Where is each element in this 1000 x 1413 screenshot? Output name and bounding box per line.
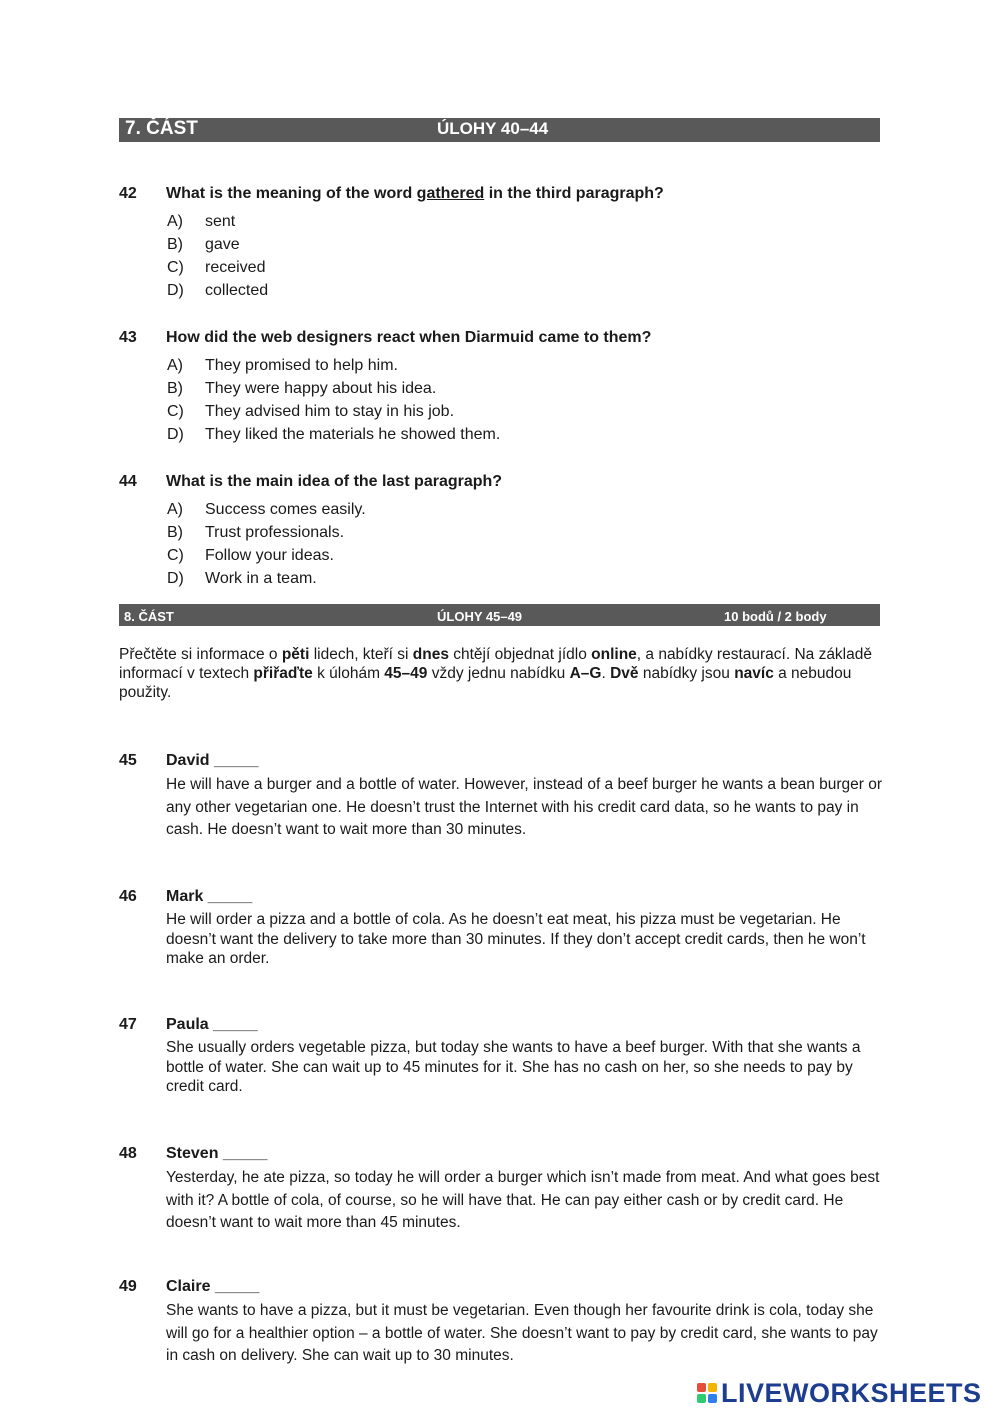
person-description: He will have a burger and a bottle of water. However, instead of a beef burger he wants a bean burger or any other vegetarian one. He doesn’t trust the Internet with his credit card data, so he wants to pay in cash. He doesn’t want to wait more than 30 minutes. bbox=[166, 776, 883, 838]
question-42 bbox=[119, 185, 880, 305]
underlined-word: gathered bbox=[416, 185, 485, 202]
section-8-tasks: ÚLOHY 45–49 bbox=[437, 609, 523, 624]
question-43 bbox=[119, 329, 880, 449]
section-8-part: 8. ČÁST bbox=[124, 609, 174, 624]
person-name-answer-blank[interactable]: Mark _____ bbox=[166, 888, 253, 905]
option-c[interactable]: C) They advised him to stay in his job. bbox=[167, 403, 455, 420]
question-44 bbox=[119, 473, 880, 593]
question-text: What is the main idea of the last paragraph? bbox=[166, 473, 503, 490]
person-description: She usually orders vegetable pizza, but today she wants to have a beef burger. With that she wants a bottle of water. She can wait up to 45 minutes for it. She has no cash on her, so she needs to pay by credit card. bbox=[166, 1039, 861, 1095]
question-number: 44 bbox=[119, 473, 137, 490]
section-7-tasks: ÚLOHY 40–44 bbox=[437, 119, 549, 138]
logo-wordmark: LIVEWORKSHEETS bbox=[721, 1377, 982, 1408]
question-text: How did the web designers react when Diarmuid came to them? bbox=[166, 329, 652, 346]
section-8-header bbox=[119, 604, 880, 626]
question-text: What is the meaning of the word gathered in the third paragraph? bbox=[166, 185, 664, 202]
person-name-answer-blank[interactable]: Claire _____ bbox=[166, 1278, 260, 1295]
person-48 bbox=[119, 1145, 889, 1235]
section-7-header bbox=[119, 118, 880, 142]
person-49 bbox=[119, 1278, 889, 1368]
logo-square bbox=[697, 1394, 706, 1403]
logo-badge-icon bbox=[697, 1383, 717, 1403]
task-number: 46 bbox=[119, 888, 137, 905]
task-number: 49 bbox=[119, 1278, 137, 1295]
person-47 bbox=[119, 1016, 889, 1097]
option-b[interactable]: B) Trust professionals. bbox=[167, 524, 345, 541]
person-45 bbox=[119, 752, 889, 842]
option-c[interactable]: C) received bbox=[167, 259, 266, 276]
logo-square bbox=[697, 1383, 706, 1392]
section-7-part: 7. ČÁST bbox=[125, 118, 198, 139]
logo-square bbox=[708, 1383, 717, 1392]
option-c[interactable]: C) Follow your ideas. bbox=[167, 547, 334, 564]
option-a[interactable]: A) They promised to help him. bbox=[167, 357, 398, 374]
person-description: He will order a pizza and a bottle of cola. As he doesn’t eat meat, his pizza must be vegetarian. He doesn’t want the delivery to take more than 30 minutes. If they don’t accept credit cards, then he won’t make an order. bbox=[166, 911, 866, 967]
person-name-answer-blank[interactable]: David _____ bbox=[166, 752, 259, 769]
question-number: 42 bbox=[119, 185, 137, 202]
task-number: 47 bbox=[119, 1016, 137, 1033]
option-d[interactable]: D) collected bbox=[167, 282, 269, 299]
option-b[interactable]: B) They were happy about his idea. bbox=[167, 380, 437, 397]
logo-square bbox=[708, 1394, 717, 1403]
option-b[interactable]: B) gave bbox=[167, 236, 240, 253]
question-number: 43 bbox=[119, 329, 137, 346]
task-number: 45 bbox=[119, 752, 137, 769]
option-a[interactable]: A) Success comes easily. bbox=[167, 501, 366, 518]
person-46 bbox=[119, 888, 889, 969]
person-description: She wants to have a pizza, but it must be vegetarian. Even though her favourite drink is cola, today she will go for a healthier option – a bottle of water. She doesn’t want to pay by credit card, she wants to pay in cash on delivery. She can wait up to 30 minutes. bbox=[166, 1302, 878, 1364]
task-number: 48 bbox=[119, 1145, 137, 1162]
instructions: Přečtěte si informace o pěti lidech, kteří si dnes chtějí objednat jídlo online, a nabídky restaurací. Na základě informací v textech přiřaďte k úlohám 45–49 vždy jednu nabídku A–G. Dvě nabídky jsou navíc a nebudou použity. bbox=[119, 646, 872, 701]
section-8-points: 10 bodů / 2 body bbox=[724, 609, 827, 624]
person-name-answer-blank[interactable]: Paula _____ bbox=[166, 1016, 258, 1033]
liveworksheets-logo bbox=[697, 1378, 982, 1408]
option-d[interactable]: D) They liked the materials he showed them. bbox=[167, 426, 501, 443]
person-name-answer-blank[interactable]: Steven _____ bbox=[166, 1145, 268, 1162]
option-a[interactable]: A) sent bbox=[167, 213, 236, 230]
option-d[interactable]: D) Work in a team. bbox=[167, 570, 317, 587]
person-description: Yesterday, he ate pizza, so today he will order a burger which isn’t made from meat. And what goes best with it? A bottle of cola, of course, so he will have that. He can pay either cash or by credit card. He doesn’t want to wait more than 45 minutes. bbox=[166, 1169, 880, 1231]
